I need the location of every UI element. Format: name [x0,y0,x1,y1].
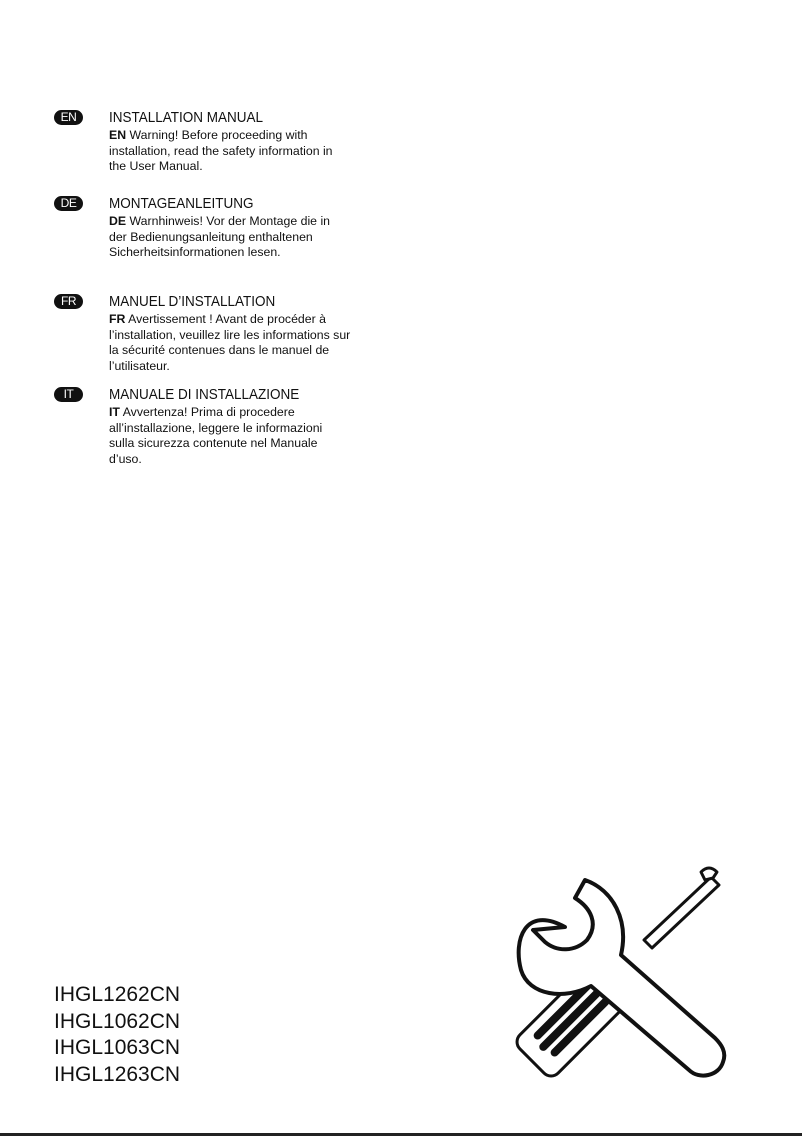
section-text-en [109,128,344,175]
section-heading-it: MANUALE DI INSTALLAZIONE [109,386,300,403]
model-list [54,982,180,1088]
section-text-it [109,405,339,468]
section-heading-fr: MANUEL D’INSTALLATION [109,293,276,310]
model-number: IHGL1063CN [54,1036,181,1060]
language-prefix-de: DE [109,214,127,228]
language-badge-fr: FR [54,294,83,309]
wrench-screwdriver-icon [505,860,745,1090]
language-prefix-it: IT [109,405,120,419]
model-number: IHGL1062CN [54,1009,181,1033]
model-number: IHGL1263CN [54,1062,181,1086]
section-heading-en: INSTALLATION MANUAL [109,109,264,126]
section-text-fr [109,312,354,375]
section-text-de [109,214,351,261]
model-number: IHGL1262CN [54,983,181,1006]
language-prefix-en: EN [109,128,127,142]
language-prefix-fr: FR [109,312,126,326]
warning-text-it: Avvertenza! Prima di procedere all’installazione, leggere le informazioni sulla sicurezza contenute nel Manuale d’uso. [109,405,323,467]
warning-text-fr: Avertissement ! Avant de procéder à l’installation, veuillez lire les informations sur la sécurité contenues dans le manuel de l’utilisateur. [109,312,351,374]
language-badge-de: DE [54,196,83,211]
language-badge-en: EN [54,110,83,125]
warning-text-de: Warnhinweis! Vor der Montage die in der Bedienungsanleitung enthaltenen Sicherheitsinformationen lesen. [109,214,331,260]
warning-text-en: Warning! Before proceeding with installation, read the safety information in the User Manual. [109,128,333,174]
language-badge-it: IT [54,387,83,402]
section-heading-de: MONTAGEANLEITUNG [109,195,254,212]
